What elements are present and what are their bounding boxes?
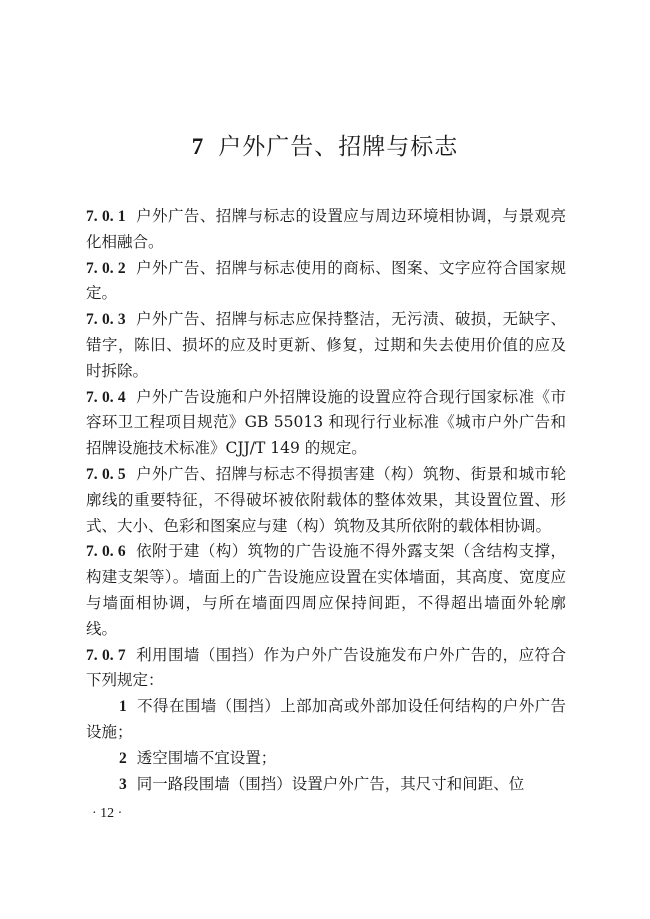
list-item [86,746,566,772]
clause-number: 7. 0. 3 [86,311,126,329]
clause-number: 7. 0. 7 [86,646,126,664]
clause-number: 7. 0. 1 [86,208,126,225]
chapter-title-text: 户外广告、招牌与标志 [218,134,459,160]
list-item [86,694,566,746]
clause-7-0-5 [86,462,566,539]
clause-number: 7. 0. 2 [86,259,126,277]
chapter-title [0,128,650,161]
clause-text: 依附于建（构）筑物的广告设施不得外露支架（含结构支撑，构建支架等）。墙面上的广告设施应设置在实体墙面，其高度、宽度应与墙面相协调，与所在墙面四周应保持间距，不得超出墙面外轮廓线。 [86,542,566,638]
page-number: · 12 · [92,806,123,821]
list-item [86,772,566,798]
clause-7-0-6 [86,539,566,642]
clause-7-0-3 [86,307,566,384]
list-item-number: 3 [119,775,127,793]
list-item-text: 透空围墙不宜设置； [136,748,277,767]
clause-text: 利用围墙（围挡）作为户外广告设施发布户外广告的，应符合下列规定： [86,645,566,690]
list-item-number: 1 [119,698,127,716]
list-item-text: 不得在围墙（围挡）上部加高或外部加设任何结构的户外广告设施； [86,697,566,741]
clause-text: 户外广告、招牌与标志应保持整洁，无污渍、破损，无缺字、错字，陈旧、损坏的应及时更新、修复，过期和失去使用价值的应及时拆除。 [86,310,566,380]
clause-text: 户外广告、招牌与标志的设置应与周边环境相协调，与景观亮化相融合。 [86,207,566,251]
clause-text: 户外广告设施和户外招牌设施的设置应符合现行国家标准《市容环卫工程项目规范》GB 55013 和现行行业标准《城市户外广告和招牌设施技术标准》CJJ/T 149 的规定。 [86,387,566,458]
list-item-text: 同一路段围墙（围挡）设置户外广告，其尺寸和间距、位 [136,774,525,793]
clause-number: 7. 0. 5 [86,465,126,483]
chapter-number: 7 [191,134,205,159]
clause-7-0-2 [86,256,566,308]
chapter-body [86,204,566,797]
list-item-number: 2 [119,749,127,767]
clause-7-0-7 [86,643,566,695]
clause-number: 7. 0. 4 [86,388,126,406]
clause-7-0-4 [86,385,566,462]
clause-text: 户外广告、招牌与标志不得损害建（构）筑物、街景和城市轮廓线的重要特征，不得破坏被依附载体的整体效果，其设置位置、形式、大小、色彩和图案应与建（构）筑物及其所依附的载体相协调。 [86,464,566,535]
clause-text: 户外广告、招牌与标志使用的商标、图案、文字应符合国家规定。 [86,258,566,303]
clause-7-0-1 [86,204,566,256]
clause-number: 7. 0. 6 [86,543,126,561]
